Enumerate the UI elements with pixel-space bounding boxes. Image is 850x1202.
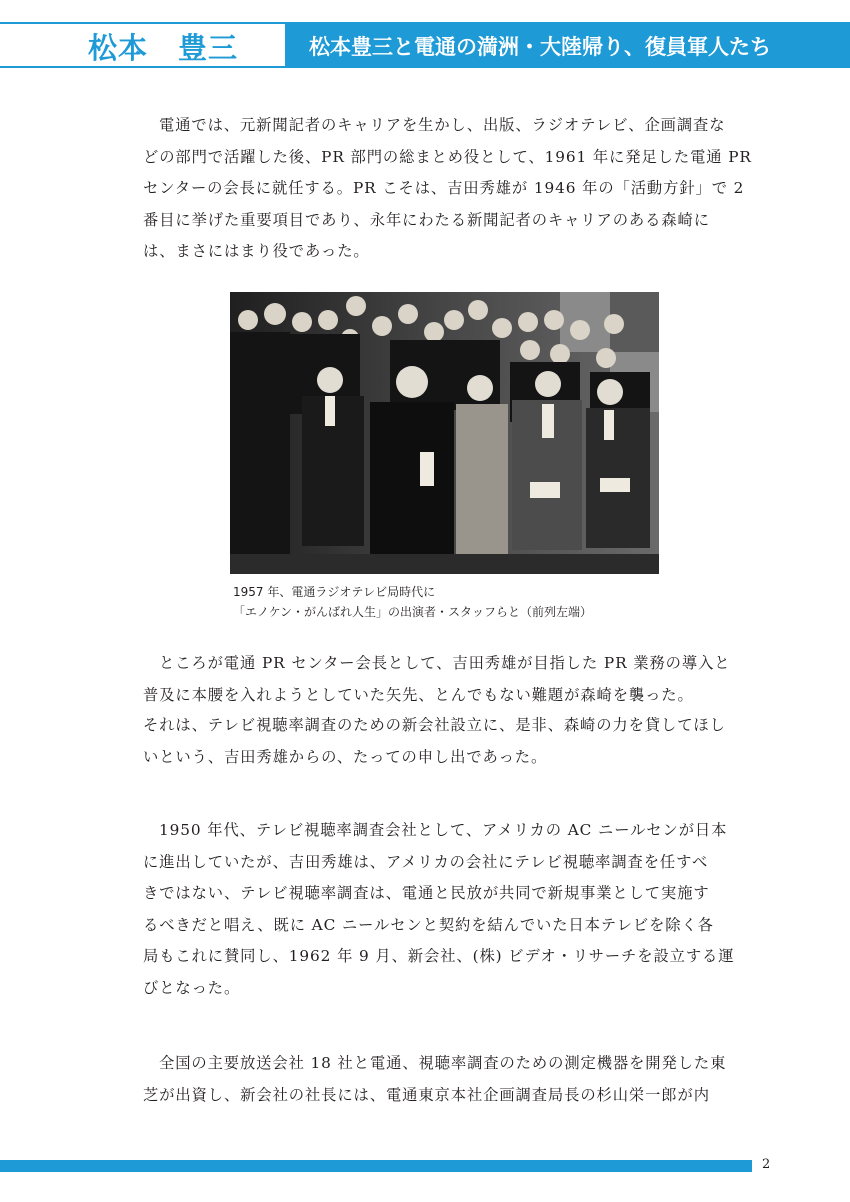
text-line: 芝が出資し、新会社の社長には、電通東京本社企画調査局長の杉山栄一郎が内 [143,1085,710,1104]
text-line: それは、テレビ視聴率調査のための新会社設立に、是非、森崎の力を貸してほし [143,716,726,734]
group-photo-illustration [230,292,659,574]
text-line: 番目に挙げた重要項目であり、永年にわたる新聞記者のキャリアのある森崎に [143,210,710,229]
text-line: 電通では、元新聞記者のキャリアを生かし、出版、ラジオテレビ、企画調査な [159,116,726,134]
page-number: 2 [762,1157,771,1172]
text-line: 局もこれに賛同し、1962 年 9 月、新会社、(株) ビデオ・リサーチを設立する運 [143,947,735,965]
photo-caption [233,582,693,622]
caption-line: 1957 年、電通ラジオテレビ局時代に [233,585,436,599]
text-line: どの部門で活躍した後、PR 部門の総まとめ役として、1961 年に発足した電通 PR [143,147,752,166]
paragraph-4 [143,815,753,1004]
paragraph-5 [143,1048,753,1111]
text-line: ところが電通 PR センター会長として、吉田秀雄が目指した PR 業務の導入と [159,654,731,672]
paragraph-3 [143,710,753,773]
text-line: 1950 年代、テレビ視聴率調査会社として、アメリカの AC ニールセンが日本 [159,821,728,839]
page-header [0,22,850,68]
chapter-title: 松本豊三と電通の満洲・大陸帰り、復員軍人たち [309,35,771,59]
text-line: るべきだと唱え、既に AC ニールセンと契約を結んでいた日本テレビを除く各 [143,915,714,934]
paragraph-1 [143,110,753,268]
chapter-title-bar [285,22,850,68]
text-line: いという、吉田秀雄からの、たっての申し出であった。 [143,747,548,766]
text-line: センターの会長に就任する。PR こそは、吉田秀雄が 1946 年の「活動方針」で 2 [143,179,745,197]
author-name: 松本 豊三 [88,31,239,65]
text-line: きではない、テレビ視聴率調査は、電通と民放が共同で新規事業として実施す [143,884,710,902]
text-line: 全国の主要放送会社 18 社と電通、視聴率調査のための測定機器を開発した東 [159,1054,727,1072]
footer-bar [0,1160,752,1172]
caption-line: 「エノケン・がんばれ人生」の出演者・スタッフらと（前列左端） [233,605,593,619]
text-line: に進出していたが、吉田秀雄は、アメリカの会社にテレビ視聴率調査を任すべ [143,852,709,871]
text-line: びとなった。 [143,978,241,997]
group-photo [230,292,659,574]
text-line: 普及に本腰を入れようとしていた矢先、とんでもない難題が森崎を襲った。 [143,685,694,704]
author-box [0,22,285,68]
paragraph-2 [143,648,753,711]
text-line: は、まさにはまり役であった。 [143,242,370,260]
